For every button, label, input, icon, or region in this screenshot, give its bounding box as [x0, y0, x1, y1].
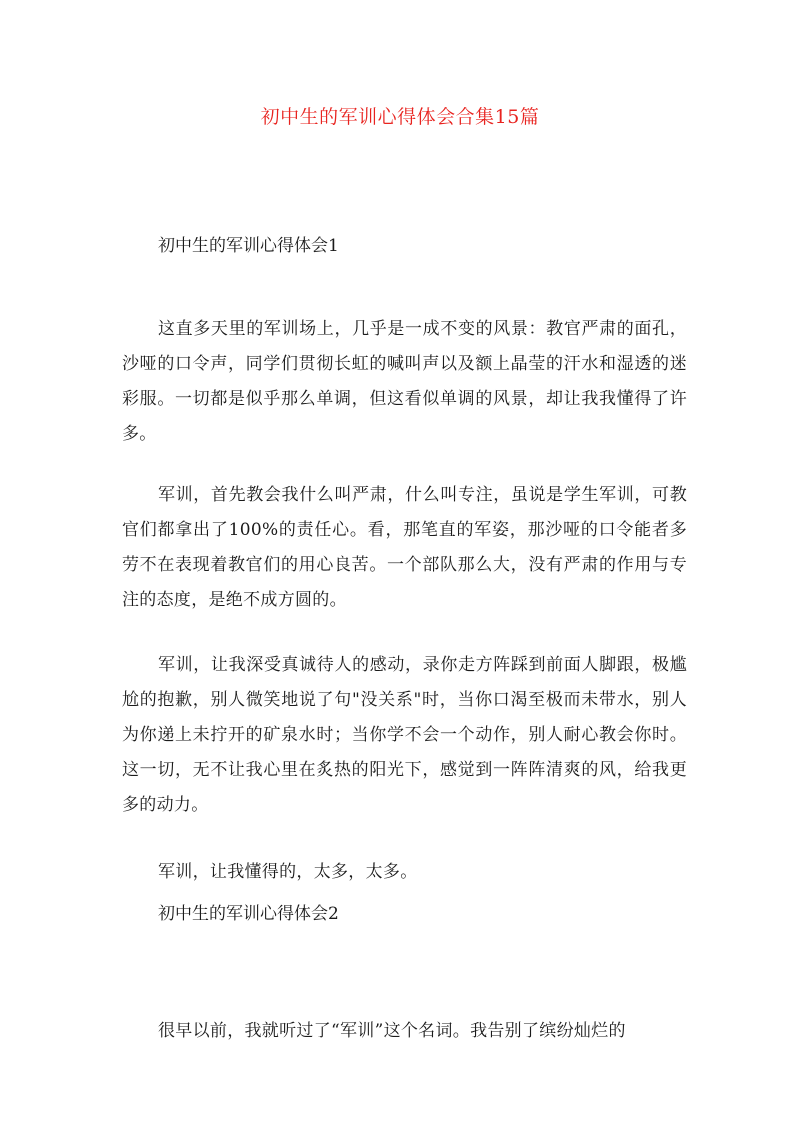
section-heading-2: 初中生的军训心得体会2 [158, 904, 339, 924]
section-2-paragraph-1: 很早以前，我就听过了“军训”这个名词。我告别了缤纷灿烂的 [158, 1021, 626, 1041]
section-heading-1: 初中生的军训心得体会1 [158, 236, 339, 256]
document-title: 初中生的军训心得体会合集15篇 [260, 106, 540, 128]
section-1-paragraph-3: 军训，让我深受真诚待人的感动，录你走方阵踩到前面人脚跟，极尴尬的抱歉，别人微笑地说了句"没关系"时，当你口渴至极而未带水，别人为你递上未拧开的矿泉水时；当你学不会一个动作，别人耐心教会你时。这一切，无不让我心里在炙热的阳光下，感觉到一阵阵清爽的风，给我更多的动力。 [122, 655, 687, 815]
section-1-paragraph-2: 军训，首先教会我什么叫严肃，什么叫专注，虽说是学生军训，可教官们都拿出了100%的责任心。看，那笔直的军姿，那沙哑的口令能者多劳不在表现着教官们的用心良苦。一个部队那么大，没有严肃的作用与专注的态度，是绝不成方圆的。 [122, 485, 687, 610]
section-1-paragraph-1: 这直多天里的军训场上，几乎是一成不变的风景：教官严肃的面孔，沙哑的口令声，同学们贯彻长虹的喊叫声以及额上晶莹的汗水和湿透的迷彩服。一切都是似乎那么单调，但这看似单调的风景，却让我我懂得了许多。 [122, 319, 687, 444]
section-1-paragraph-4: 军训，让我懂得的，太多，太多。 [158, 862, 418, 882]
